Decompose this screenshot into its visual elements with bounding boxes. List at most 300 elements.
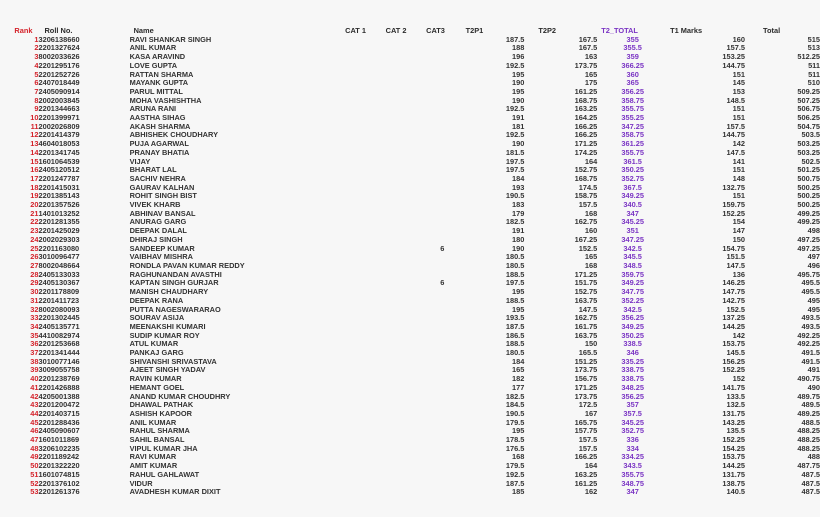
cell-rank: 35	[30, 330, 39, 340]
cell-roll-no: 2405135771	[38, 321, 80, 331]
cell-cat3	[423, 366, 461, 375]
cell-t2p1: 197.5	[505, 156, 525, 166]
cell-t2p1: 195	[512, 304, 525, 314]
cell-name: DEEPAK RANA	[129, 295, 184, 305]
cell-name: KAPTAN SINGH GURJAR	[129, 278, 219, 288]
column-header-t2-total: T2_TOTAL	[601, 26, 638, 35]
cell-t2-total: 347.25	[621, 121, 644, 131]
cell-t2-total: 345.25	[621, 217, 644, 227]
cell-cat2	[383, 297, 423, 306]
table-row[interactable]	[0, 332, 820, 341]
cell-name: ABHINAV BANSAL	[129, 208, 196, 218]
cell-t2p1: 188.5	[505, 295, 525, 305]
cell-cat2	[383, 279, 423, 288]
cell-t2-total: 338.5	[623, 339, 642, 349]
cell-cat3	[423, 166, 461, 175]
cell-rank: 19	[30, 191, 39, 201]
cell-cat2	[383, 393, 423, 402]
cell-t2p1: 187.5	[505, 321, 525, 331]
cell-total: 489.75	[797, 391, 820, 401]
cell-rank: 9	[34, 104, 39, 114]
cell-name: VIVEK KHARB	[129, 200, 181, 210]
cell-cat1	[342, 123, 382, 132]
cell-cat2	[383, 210, 423, 219]
cell-rank: 10	[30, 113, 39, 123]
table-row[interactable]	[0, 114, 820, 123]
column-header-t1-marks: T1 Marks	[670, 26, 703, 35]
cell-total: 492.25	[797, 339, 820, 349]
cell-roll-no: 2201261376	[38, 487, 80, 497]
cell-cat3	[423, 140, 461, 149]
table-row[interactable]	[0, 375, 820, 384]
cell-t2-total: 355.75	[621, 147, 644, 157]
cell-rank: 7	[34, 86, 39, 96]
table-row[interactable]	[0, 314, 820, 323]
cell-cat3	[423, 114, 461, 123]
table-row[interactable]	[0, 105, 820, 114]
cell-cat1	[342, 366, 382, 375]
cell-roll-no: 2201357526	[38, 200, 80, 210]
table-row[interactable]	[0, 166, 820, 175]
cell-total: 506.25	[797, 113, 820, 123]
cell-cat1	[342, 314, 382, 323]
cell-cat2	[383, 366, 423, 375]
cell-cat1	[342, 436, 382, 445]
cell-t2p2: 164.25	[574, 113, 598, 123]
cell-t2p2: 158.75	[574, 191, 598, 201]
cell-cat2	[383, 262, 423, 271]
cell-t2p1: 187.5	[505, 478, 525, 488]
cell-t1-marks: 141.75	[722, 382, 746, 392]
cell-cat3	[423, 462, 461, 471]
cell-cat3	[423, 210, 461, 219]
table-row[interactable]	[0, 131, 820, 140]
cell-cat2	[383, 436, 423, 445]
cell-cat2	[383, 192, 423, 201]
cell-name: RAVIN KUMAR	[129, 374, 182, 384]
cell-name: ANIL KUMAR	[129, 417, 177, 427]
cell-name: PARUL MITTAL	[129, 86, 183, 96]
cell-t1-marks: 152.25	[722, 435, 746, 445]
cell-t2p2: 161.25	[574, 478, 598, 488]
cell-total: 504.75	[797, 121, 820, 131]
cell-roll-no: 2201238769	[38, 374, 80, 384]
table-row[interactable]	[0, 453, 820, 462]
cell-name: GAURAV KALHAN	[129, 182, 195, 192]
cell-t1-marks: 152.25	[722, 208, 746, 218]
cell-t2-total: 349.25	[621, 321, 644, 331]
cell-t2p1: 190	[512, 78, 525, 88]
cell-cat3: 6	[440, 243, 445, 253]
cell-rank: 8	[34, 95, 39, 105]
cell-cat2	[383, 410, 423, 419]
cell-t1-marks: 142	[732, 330, 746, 340]
cell-t2p1: 181	[512, 121, 525, 131]
cell-rank: 5	[34, 69, 39, 79]
cell-t2p2: 173.75	[574, 391, 598, 401]
cell-roll-no: 2201399971	[38, 113, 80, 123]
table-row[interactable]	[0, 140, 820, 149]
cell-cat2	[383, 123, 423, 132]
cell-total: 487.5	[801, 478, 820, 488]
cell-t2p2: 165	[584, 69, 598, 79]
table-row[interactable]	[0, 97, 820, 106]
cell-cat1	[342, 158, 382, 167]
table-row[interactable]	[0, 227, 820, 236]
cell-name: RAVI KUMAR	[129, 452, 177, 462]
cell-cat1	[342, 44, 382, 53]
cell-t2p1: 184	[512, 173, 525, 183]
cell-rank: 23	[30, 226, 39, 236]
cell-cat3	[423, 349, 461, 358]
cell-total: 503.25	[797, 139, 820, 149]
cell-t2-total: 360	[626, 69, 639, 79]
cell-cat3: 6	[440, 278, 445, 288]
table-row[interactable]	[0, 462, 820, 471]
cell-t2p2: 167.5	[578, 34, 598, 44]
cell-cat1	[342, 480, 382, 489]
cell-cat3	[423, 201, 461, 210]
cell-roll-no: 3010096477	[38, 252, 80, 262]
cell-rank: 31	[30, 295, 39, 305]
cell-roll-no: 2002026809	[38, 121, 80, 131]
cell-roll-no: 2201414379	[38, 130, 80, 140]
table-row[interactable]	[0, 436, 820, 445]
table-row[interactable]	[0, 393, 820, 402]
table-row[interactable]	[0, 201, 820, 210]
cell-t2-total: 347	[626, 208, 639, 218]
cell-cat3	[423, 184, 461, 193]
cell-roll-no: 2201288436	[38, 417, 80, 427]
cell-t2p2: 167.5	[578, 43, 598, 53]
cell-t1-marks: 152	[732, 374, 746, 384]
cell-cat2	[383, 323, 423, 332]
cell-roll-no: 2201302445	[38, 313, 80, 323]
cell-cat3	[423, 471, 461, 480]
cell-cat2	[383, 332, 423, 341]
cell-total: 487.5	[801, 469, 820, 479]
table-row[interactable]	[0, 44, 820, 53]
cell-total: 488.5	[801, 417, 820, 427]
cell-t2p1: 184.5	[505, 400, 525, 410]
table-row[interactable]	[0, 471, 820, 480]
cell-cat3	[423, 419, 461, 428]
cell-rank: 4	[34, 60, 39, 70]
cell-cat1	[342, 445, 382, 454]
cell-t2p2: 163.25	[574, 104, 598, 114]
cell-total: 493.5	[801, 313, 820, 323]
cell-t2-total: 346	[626, 348, 639, 358]
table-row[interactable]	[0, 262, 820, 271]
cell-rank: 45	[30, 417, 39, 427]
cell-t2p1: 195	[512, 69, 525, 79]
cell-cat3	[423, 453, 461, 462]
cell-t2p2: 162	[584, 487, 598, 497]
cell-name: DEEPAK DALAL	[129, 226, 187, 236]
cell-name: MOHA VASHISHTHA	[129, 95, 202, 105]
cell-total: 490	[807, 382, 820, 392]
cell-t1-marks: 133.5	[726, 391, 746, 401]
cell-rank: 11	[30, 121, 39, 131]
cell-name: RATTAN SHARMA	[129, 69, 194, 79]
cell-name: RAHUL SHARMA	[129, 426, 190, 436]
table-row[interactable]	[0, 210, 820, 219]
table-row[interactable]	[0, 297, 820, 306]
table-row[interactable]	[0, 349, 820, 358]
table-row[interactable]	[0, 419, 820, 428]
cell-t2-total: 356.25	[621, 313, 644, 323]
cell-total: 506.75	[797, 104, 820, 114]
cell-t2p1: 188	[512, 43, 525, 53]
table-row[interactable]	[0, 245, 820, 254]
cell-cat3	[423, 384, 461, 393]
cell-t2p2: 163.75	[574, 295, 598, 305]
table-row[interactable]	[0, 192, 820, 201]
table-row[interactable]	[0, 62, 820, 71]
table-row[interactable]	[0, 306, 820, 315]
cell-t1-marks: 147.5	[726, 147, 746, 157]
cell-t2-total: 355.5	[623, 43, 642, 53]
table-row[interactable]	[0, 53, 820, 62]
cell-name: ROHIT SINGH BIST	[129, 191, 197, 201]
cell-cat3	[423, 227, 461, 236]
cell-total: 496	[807, 260, 820, 270]
cell-t1-marks: 147.75	[722, 287, 746, 297]
cell-rank: 40	[30, 374, 39, 384]
cell-t2p1: 195	[512, 426, 525, 436]
table-row[interactable]	[0, 358, 820, 367]
cell-rank: 50	[30, 461, 39, 471]
cell-roll-no: 2201327624	[38, 43, 80, 53]
cell-total: 503.25	[797, 147, 820, 157]
cell-cat3	[423, 158, 461, 167]
cell-total: 487.5	[801, 487, 820, 497]
cell-cat1	[342, 140, 382, 149]
cell-t2-total: 358.75	[621, 95, 644, 105]
cell-total: 511	[808, 69, 820, 79]
cell-t2p1: 196	[512, 52, 525, 62]
cell-t2p2: 167	[584, 408, 598, 418]
cell-cat1	[342, 306, 382, 315]
cell-t2-total: 352.75	[621, 426, 644, 436]
cell-rank: 13	[30, 139, 39, 149]
cell-cat2	[383, 236, 423, 245]
cell-cat3	[423, 262, 461, 271]
cell-t2p1: 182.5	[505, 217, 525, 227]
cell-cat3	[423, 358, 461, 367]
cell-cat3	[423, 427, 461, 436]
cell-rank: 27	[30, 260, 39, 270]
cell-roll-no: 2405130367	[38, 278, 80, 288]
cell-cat2	[383, 358, 423, 367]
cell-rank: 18	[30, 182, 39, 192]
cell-name: PUTTA NAGESWARARAO	[129, 304, 221, 314]
cell-cat2	[383, 184, 423, 193]
cell-name: ANIL KUMAR	[129, 43, 177, 53]
cell-cat2	[383, 480, 423, 489]
cell-rank: 30	[30, 287, 39, 297]
table-row[interactable]	[0, 410, 820, 419]
cell-roll-no: 2201178809	[38, 287, 80, 297]
cell-cat1	[342, 149, 382, 158]
cell-t2p2: 161.75	[574, 321, 598, 331]
cell-t2p2: 157.5	[578, 435, 598, 445]
cell-cat1	[342, 245, 382, 254]
cell-t2p1: 195	[512, 287, 525, 297]
cell-t2p1: 192.5	[505, 130, 525, 140]
cell-t2-total: 349.25	[621, 191, 644, 201]
cell-name: ASHISH KAPOOR	[129, 408, 192, 418]
cell-roll-no: 2201385143	[38, 191, 80, 201]
table-row[interactable]	[0, 480, 820, 489]
cell-rank: 33	[30, 313, 39, 323]
cell-cat1	[342, 462, 382, 471]
cell-cat2	[383, 53, 423, 62]
cell-total: 501.25	[797, 165, 820, 175]
table-body	[0, 36, 820, 497]
cell-t2p2: 164	[584, 156, 598, 166]
cell-cat3	[423, 36, 461, 45]
cell-t2-total: 347	[626, 487, 639, 497]
cell-name: DHIRAJ SINGH	[129, 234, 183, 244]
cell-cat3	[423, 97, 461, 106]
cell-rank: 37	[30, 348, 39, 358]
cell-t1-marks: 142	[732, 139, 746, 149]
cell-t1-marks: 147	[732, 226, 746, 236]
cell-cat3	[423, 218, 461, 227]
cell-t1-marks: 146.25	[722, 278, 746, 288]
cell-roll-no: 2201281355	[38, 217, 80, 227]
cell-t2p1: 190.5	[505, 408, 525, 418]
cell-rank: 39	[30, 365, 39, 375]
cell-roll-no: 2002029303	[38, 234, 80, 244]
table-row[interactable]	[0, 401, 820, 410]
table-row[interactable]	[0, 175, 820, 184]
cell-cat3	[423, 123, 461, 132]
table-row[interactable]	[0, 271, 820, 280]
cell-rank: 20	[30, 200, 39, 210]
cell-name: AJEET SINGH YADAV	[129, 365, 206, 375]
cell-rank: 34	[30, 321, 39, 331]
cell-roll-no: 2201295176	[38, 60, 80, 70]
ranking-table	[0, 27, 820, 497]
cell-t2-total: 355.75	[621, 104, 644, 114]
cell-t1-marks: 159.75	[722, 200, 746, 210]
cell-name: PRANAY BHATIA	[129, 147, 190, 157]
table-row[interactable]	[0, 236, 820, 245]
cell-total: 497.25	[797, 243, 820, 253]
cell-t2p1: 190	[512, 243, 525, 253]
cell-t2-total: 359.75	[621, 269, 644, 279]
cell-roll-no: 2201341444	[38, 348, 80, 358]
cell-cat1	[342, 166, 382, 175]
cell-cat1	[342, 253, 382, 262]
cell-cat1	[342, 323, 382, 332]
cell-rank: 17	[30, 173, 39, 183]
table-row[interactable]	[0, 88, 820, 97]
cell-t1-marks: 153.75	[722, 452, 746, 462]
cell-name: BHARAT LAL	[129, 165, 177, 175]
cell-t2p1: 188.5	[505, 269, 525, 279]
cell-rank: 25	[30, 243, 39, 253]
table-row[interactable]	[0, 323, 820, 332]
table-row[interactable]	[0, 340, 820, 349]
cell-t2p2: 171.25	[574, 269, 598, 279]
cell-total: 500.25	[797, 182, 820, 192]
cell-cat1	[342, 410, 382, 419]
cell-cat2	[383, 349, 423, 358]
table-row[interactable]	[0, 384, 820, 393]
cell-t2p2: 160	[584, 226, 598, 236]
cell-t2p1: 180	[512, 234, 525, 244]
cell-t2p1: 185	[512, 487, 525, 497]
table-row[interactable]	[0, 71, 820, 80]
cell-cat3	[423, 340, 461, 349]
cell-t2-total: 357.5	[623, 408, 642, 418]
cell-total: 511	[808, 60, 820, 70]
cell-t1-marks: 144.75	[722, 130, 746, 140]
cell-t2p1: 182.5	[505, 391, 525, 401]
cell-cat2	[383, 306, 423, 315]
cell-roll-no: 2002003845	[38, 95, 80, 105]
table-row[interactable]	[0, 427, 820, 436]
cell-t2-total: 365	[626, 78, 639, 88]
table-row[interactable]	[0, 184, 820, 193]
cell-name: SUDIP KUMAR ROY	[129, 330, 200, 340]
cell-cat3	[423, 71, 461, 80]
cell-name: MAYANK GUPTA	[129, 78, 189, 88]
cell-cat3	[423, 131, 461, 140]
table-row[interactable]	[0, 149, 820, 158]
table-row[interactable]	[0, 158, 820, 167]
cell-total: 503.5	[801, 130, 820, 140]
cell-cat3	[423, 79, 461, 88]
cell-t2p1: 197.5	[505, 165, 525, 175]
cell-roll-no: 1401013252	[38, 208, 80, 218]
cell-t2p2: 163	[584, 52, 598, 62]
cell-total: 489.5	[801, 400, 820, 410]
cell-t1-marks: 143.25	[722, 417, 746, 427]
cell-t1-marks: 141	[732, 156, 746, 166]
cell-t2p2: 162.75	[574, 217, 598, 227]
cell-roll-no: 2201200472	[38, 400, 80, 410]
cell-t2-total: 349.25	[621, 278, 644, 288]
table-row[interactable]	[0, 366, 820, 375]
cell-t2p2: 151.75	[574, 278, 598, 288]
cell-cat3	[423, 175, 461, 184]
table-row[interactable]	[0, 445, 820, 454]
table-row[interactable]	[0, 253, 820, 262]
table-row[interactable]	[0, 288, 820, 297]
cell-t1-marks: 151	[732, 165, 746, 175]
cell-total: 497.25	[797, 234, 820, 244]
cell-cat2	[383, 36, 423, 45]
table-row[interactable]	[0, 36, 820, 45]
cell-name: ABHISHEK CHOUDHARY	[129, 130, 218, 140]
cell-name: VIJAY	[129, 156, 151, 166]
cell-t2-total: 345.5	[623, 252, 642, 262]
table-row[interactable]	[0, 218, 820, 227]
cell-roll-no: 8002033626	[38, 52, 80, 62]
cell-roll-no: 3009055758	[38, 365, 80, 375]
table-row[interactable]	[0, 123, 820, 132]
table-row[interactable]	[0, 279, 820, 288]
cell-cat2	[383, 97, 423, 106]
cell-cat2	[383, 44, 423, 53]
table-row[interactable]	[0, 79, 820, 88]
cell-cat3	[423, 401, 461, 410]
cell-cat1	[342, 349, 382, 358]
